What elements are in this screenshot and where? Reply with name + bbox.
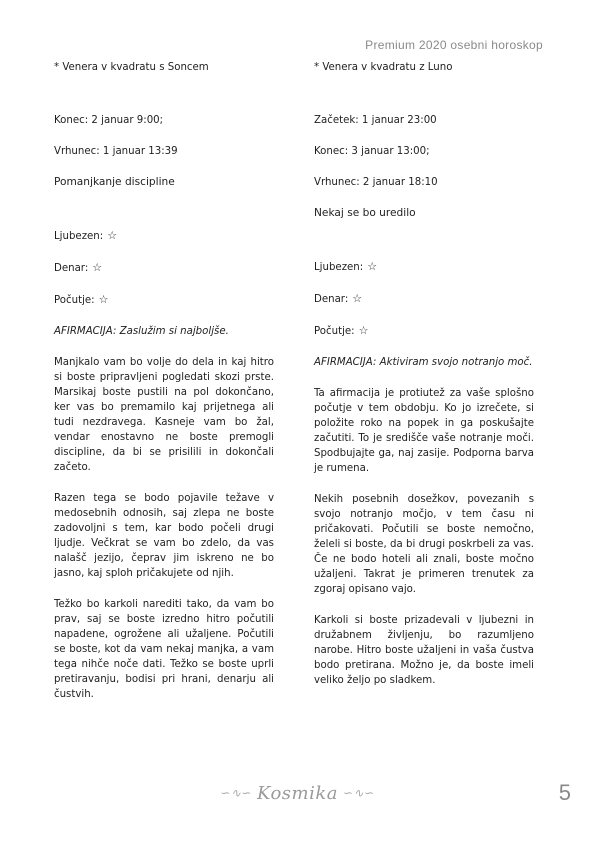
left-column (54, 60, 274, 702)
love-rating (314, 259, 534, 275)
start-time: Začetek: 1 januar 23:00 (314, 115, 437, 126)
money-label: Denar: (314, 294, 349, 305)
affirmation: AFIRMACIJA: Zaslužim si najboljše. (54, 326, 229, 337)
section-heading: Nekaj se bo uredilo (314, 207, 416, 219)
end-time: Konec: 2 januar 9:00; (54, 115, 164, 126)
page-number: 5 (558, 780, 571, 805)
aspect-title: * Venera v kvadratu z Luno (314, 62, 453, 73)
footer (0, 782, 595, 804)
ornament-swirl-icon: ∽∿∽ (343, 786, 375, 800)
love-label: Ljubezen: (314, 262, 364, 273)
peak-time: Vrhunec: 2 januar 18:10 (314, 177, 438, 188)
end-time: Konec: 3 januar 13:00; (314, 146, 430, 157)
ornament-swirl-icon: ∽∿∽ (220, 786, 252, 800)
star-outline-icon: ☆ (358, 324, 369, 337)
aspect-title: * Venera v kvadratu s Soncem (54, 62, 209, 73)
body-paragraph: Težko bo karkoli narediti tako, da vam bo prav, saj se boste izredno hitro počutili napadene, ogrožene ali užaljene. Počutili se boste, kot da vam nekaj manjka, a vam tega nihče noče dati. Težko se boste uprli pretiravanju, bodisi pri hrani, denarju ali čustvih. (54, 599, 274, 700)
star-outline-icon: ☆ (352, 292, 363, 305)
brand-logo (215, 783, 379, 804)
body-paragraph: Ta afirmacija je protiutež za vaše splošno počutje v tem obdobju. Ko jo izrečete, si položite roko na popek in ga poskušajte začutiti. To je središče vaše notranje moči. Spodbujajte ga, naj zasije. Podporna barva je rumena. (314, 388, 534, 474)
affirmation: AFIRMACIJA: Aktiviram svojo notranjo moč. (314, 357, 533, 368)
mood-rating (314, 323, 534, 339)
body-paragraph: Karkoli si boste prizadevali v ljubezni in družabnem življenju, bo razumljeno narobe. Hitro boste užaljeni in vaša čustva bodo pretirana. Možno je, da boste imeli veliko željo po sladkem. (314, 615, 534, 686)
money-rating (54, 260, 274, 276)
star-outline-icon: ☆ (92, 261, 103, 274)
mood-label: Počutje: (54, 295, 95, 306)
love-rating (54, 228, 274, 244)
star-outline-icon: ☆ (367, 260, 378, 273)
star-outline-icon: ☆ (107, 229, 118, 242)
body-paragraph: Manjkalo vam bo volje do dela in kaj hitro si boste pripravljeni pogledati skozi prste. Marsikaj boste pustili na pol dokončano, ker vas bo premamilo kaj prijetnega ali tudi nezdravega. Kasneje vam bo žal, vendar enostavno ne boste premogli discipline, da bi se prisilili in dokončali začeto. (54, 357, 274, 473)
money-rating (314, 291, 534, 307)
love-label: Ljubezen: (54, 231, 104, 242)
money-label: Denar: (54, 263, 89, 274)
body-paragraph: Razen tega se bodo pojavile težave v medosebnih odnosih, saj zlepa ne boste zadovoljni s tem, kar bodo počeli drugi ljudje. Večkrat se vam bo zdelo, da vas nalašč jezijo, čeprav jim iskreno ne bo jasno, kaj sploh pričakujete od njih. (54, 493, 274, 579)
section-heading: Pomanjkanje discipline (54, 176, 175, 188)
peak-time: Vrhunec: 1 januar 13:39 (54, 146, 178, 157)
running-header: Premium 2020 osebni horoskop (365, 38, 543, 52)
right-column (314, 60, 534, 688)
body-paragraph: Nekih posebnih dosežkov, povezanih s svojo notranjo močjo, v tem času ni pričakovati. Počutili se boste nemočno, želeli si boste, da bi drugi poskrbeli za vas. Če ne bodo hoteli ali znali, boste močno užaljeni. Takrat je primeren trenutek za zgoraj opisano vajo. (314, 494, 534, 595)
mood-label: Počutje: (314, 326, 355, 337)
star-outline-icon: ☆ (98, 293, 109, 306)
mood-rating (54, 292, 274, 308)
logo-text: Kosmika (256, 782, 338, 804)
